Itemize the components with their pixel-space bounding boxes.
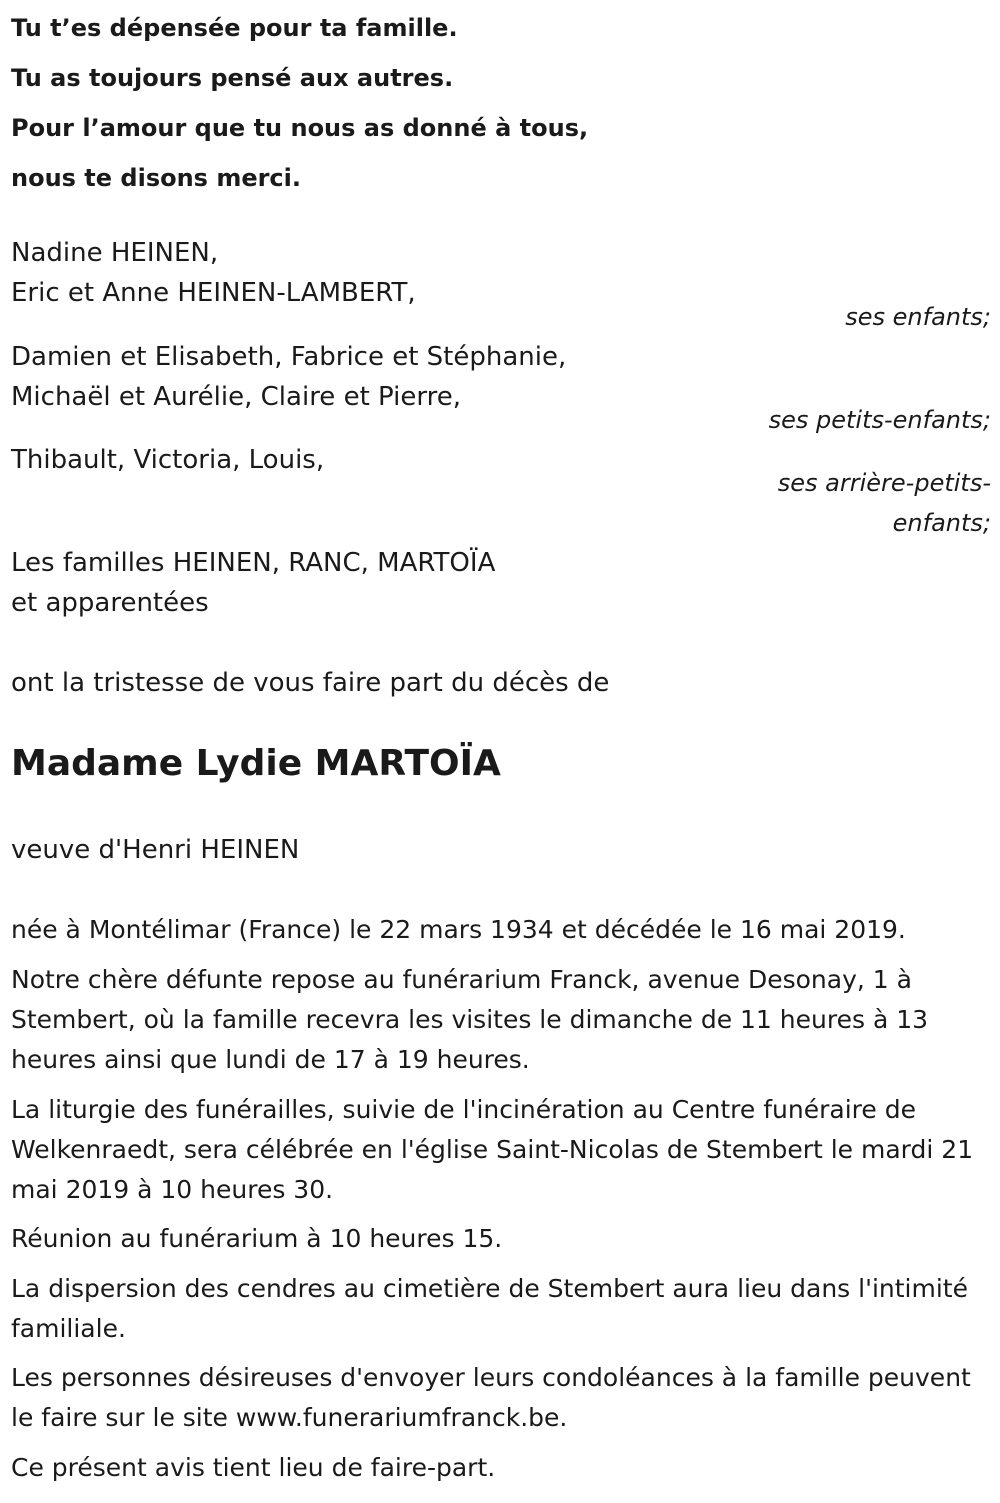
deceased-name: Madame Lydie MARTOÏA <box>11 743 501 784</box>
visitation-paragraph: Notre chère défunte repose au funérarium Franck, avenue Desonay, 1 à Stembert, où la famille recevra les visites le dimanche de 11 heures à 13 heures ainsi que lundi de 17 à 19 heures. <box>11 965 929 1074</box>
poem-line: Tu t’es dépensée pour ta famille. <box>11 14 458 42</box>
ashes-paragraph: La dispersion des cendres au cimetière de Stembert aura lieu dans l'intimité familiale. <box>11 1274 968 1343</box>
widow-of: veuve d'Henri HEINEN <box>11 835 300 865</box>
children-role: ses enfants; <box>845 303 991 331</box>
announcement: ont la tristesse de vous faire part du décès de <box>11 668 610 698</box>
condolences-paragraph: Les personnes désireuses d'envoyer leurs condoléances à la famille peuvent le faire sur le site www.funerariumfranck.be. <box>11 1363 971 1432</box>
meeting-paragraph: Réunion au funérarium à 10 heures 15. <box>11 1224 503 1253</box>
closing-note: Ce présent avis tient lieu de faire-part. <box>11 1453 496 1482</box>
grandchildren-name: Michaël et Aurélie, Claire et Pierre, <box>11 382 461 412</box>
great-grandchildren-role: enfants; <box>892 509 991 537</box>
children-name: Nadine HEINEN, <box>11 238 219 268</box>
families-line: Les familles HEINEN, RANC, MARTOÏA <box>11 548 496 578</box>
funeral-paragraph: La liturgie des funérailles, suivie de l'incinération au Centre funéraire de Welkenraedt, sera célébrée en l'église Saint-Nicolas de Stembert le mardi 21 mai 2019 à 10 heures 30. <box>11 1095 974 1204</box>
birth-death-dates: née à Montélimar (France) le 22 mars 1934 et décédée le 16 mai 2019. <box>11 915 906 944</box>
grandchildren-role: ses petits-enfants; <box>768 406 991 434</box>
poem <box>11 3 588 203</box>
great-grandchildren-role: ses arrière-petits- <box>777 469 991 497</box>
poem-line: Pour l’amour que tu nous as donné à tous, <box>11 114 589 142</box>
great-grandchildren-name: Thibault, Victoria, Louis, <box>11 445 325 475</box>
poem-line: Tu as toujours pensé aux autres. <box>11 64 454 92</box>
poem-line: nous te disons merci. <box>11 164 302 192</box>
grandchildren-name: Damien et Elisabeth, Fabrice et Stéphanie, <box>11 342 567 372</box>
families-line: et apparentées <box>11 588 209 618</box>
children-name: Eric et Anne HEINEN-LAMBERT, <box>11 278 416 308</box>
